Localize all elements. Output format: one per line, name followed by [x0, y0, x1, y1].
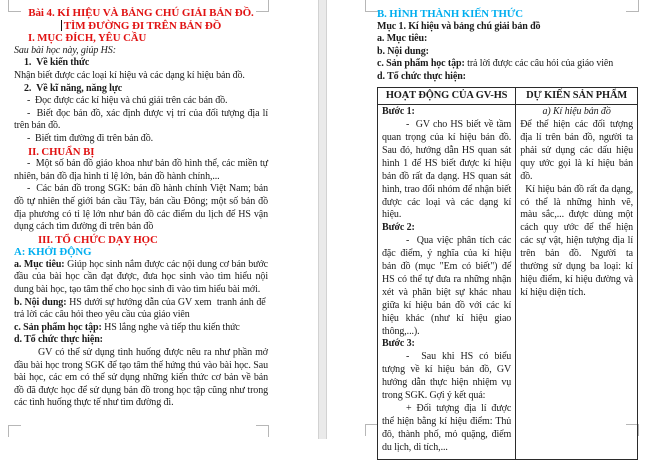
paragraph: - Các bản đồ trong SGK: bản đồ hành chính Việt Nam; bản đồ tự nhiên thế giới bán cầu Tây, bán cầu Đông; một số bản đồ địa phương có tỉ lệ lớn như bản đồ các điểm du lịch để HS vận dụng cách tìm đường đi trên bản đồ: [14, 183, 268, 233]
paragraph: GV có thể sử dụng tình huống được nêu ra như phần mở đầu bài học trong SGK để tạo tâm thế hứng thú vào bài học. Sau bài học, các em có thể sử dụng những kiến thức cơ bản về bản đồ đã được học để sử dụng bản đồ trong học tập cũng như trong các tình huống thực tế như tìm đường đi.: [14, 347, 268, 409]
paragraph: Bước 2:: [382, 222, 415, 234]
section-heading-chuan-bi: II. CHUẨN BỊ: [28, 145, 95, 158]
paragraph: d. Tổ chức thực hiện:: [14, 334, 103, 346]
doc-title-line-1: Bài 4. KÍ HIỆU VÀ BẢNG CHÚ GIẢI BẢN ĐỒ.: [28, 7, 254, 19]
section-heading-khoi-dong: A: KHỞI ĐỘNG: [14, 246, 92, 259]
text-boundary-mark-bottom-left: [8, 425, 21, 437]
paragraph-label: c. Sản phẩm học tập:: [14, 321, 102, 333]
table-cell-activity: [378, 105, 516, 459]
table-header-product: DỰ KIẾN SẢN PHẨM: [516, 87, 638, 105]
section-heading-muc-dich: I. MỤC ĐÍCH, YÊU CẦU: [28, 32, 147, 45]
paragraph: a. Mục tiêu:: [377, 33, 428, 45]
paragraph: b. Nội dung:: [377, 45, 429, 57]
document-page-right: [327, 0, 650, 453]
document-page-left: [0, 0, 318, 439]
paragraph: - Sau khi HS có biểu tượng về kí hiệu bản đồ, GV hướng dẫn thực hiện nhiệm vụ trong SGK. Gợi ý kết quả:: [382, 351, 512, 402]
paragraph-label: b. Nội dung:: [14, 296, 67, 308]
paragraph: - GV cho HS biết về tầm quan trọng của kí hiệu bản đồ. Sau đó, hướng dẫn HS quan sát hình 1 để HS biết được kí hiệu bản đồ rất đa dạng. HS quan sát hình, trao đổi nhóm để nhận biết được các loại và các dạng kí hiệu.: [382, 119, 512, 221]
paragraph-label: a. Mục tiêu:: [14, 258, 65, 270]
paragraph: b. Nội dung: HS dưới sự hướng dẫn của GV xem tranh ảnh để trả lời các câu hỏi theo yêu cầu của giáo viên: [14, 296, 268, 321]
table-body-row: [378, 105, 638, 459]
paragraph: - Một số bản đồ giáo khoa như bản đồ hình thể, các miền tự nhiên, bản đồ địa hình tỉ lệ lớn, bản đồ hành chính,...: [14, 158, 268, 182]
section-heading-to-chuc: III. TỔ CHỨC DẠY HỌC: [38, 233, 158, 246]
paragraph: Bước 1:: [382, 106, 415, 118]
paragraph: - Qua việc phân tích các đặc điểm, ý nghĩa của kí hiệu bản đồ (mục "Em có biết") để HS có thể tự đưa ra những nhận xét và phân biệt sự khác nhau giữa kí hiệu bản đồ với các kí hiệu khác (như kí hiệu giao thông,...).: [382, 235, 512, 337]
paragraph: - Đọc được các kí hiệu và chú giải trên các bản đồ.: [27, 95, 228, 107]
text-boundary-mark-bottom-right: [256, 425, 269, 437]
right-page-text-area[interactable]: [377, 8, 638, 460]
lesson-activity-table: [377, 87, 638, 460]
paragraph-label: c. Sản phẩm học tập:: [377, 58, 465, 70]
right-page-intro: [377, 8, 638, 84]
paragraph: Nhận biết được các loại kí hiệu và các dạng kí hiệu bản đồ.: [14, 69, 245, 81]
paragraph: Mục 1. Kí hiệu và bảng chú giải bản đồ: [377, 20, 541, 32]
paragraph: - Biết tìm đường đi trên bản đồ.: [27, 132, 154, 144]
paragraph: c. Sản phẩm học tập: trả lời được các câu hỏi của giáo viên: [377, 58, 614, 70]
table-cell-product: [516, 105, 638, 459]
paragraph: 1. Về kiến thức: [24, 57, 90, 69]
paragraph: d. Tổ chức thực hiện:: [377, 70, 466, 82]
page-gap: [318, 0, 327, 439]
paragraph: a. Mục tiêu: Giúp học sinh nắm được các nội dung cơ bản bước đầu của bài học cần đạt được, đưa học sinh vào tìm hiểu nội dung bài học, tạo tâm thế cho học sinh đi vào tìm hiểu bài mới.: [14, 258, 268, 296]
left-page-text-area[interactable]: [14, 7, 268, 410]
paragraph: Để thể hiện các đối tượng địa lí trên bản đồ, người ta phải sử dụng các dấu hiệu quy ước gọi là kí hiệu bản đồ.: [520, 119, 633, 182]
section-heading-hinh-thanh: B. HÌNH THÀNH KIẾN THỨC: [377, 8, 523, 20]
paragraph: c. Sản phẩm học tập: HS lắng nghe và tiếp thu kiến thức: [14, 321, 240, 333]
result-heading: a) Kí hiệu bản đồ: [542, 106, 611, 118]
paragraph: Kí hiệu bản đồ rất đa dạng, có thể là những hình vẽ, màu sắc,... được dùng một cách quy ước để thể hiện các sự vật, hiện tượng địa lí trên bản đồ. Người ta thường sử dụng ba loại: kí hiệu điểm, kí hiệu đường và kí hiệu diện tích.: [520, 183, 633, 298]
table-header-row: [378, 87, 638, 105]
doc-title-line-2: TÌM ĐƯỜNG ĐI TRÊN BẢN ĐỒ: [14, 20, 268, 33]
paragraph: Sau bài học này, giúp HS:: [14, 44, 116, 56]
paragraph: - Biết đọc bản đồ, xác định được vị trí của đối tượng địa lí trên bản đồ.: [14, 107, 268, 132]
paragraph: Bước 3:: [382, 338, 415, 350]
table-header-activity: HOẠT ĐỘNG CỦA GV-HS: [378, 87, 516, 105]
paragraph: + Đối tượng địa lí được thể hiện bằng kí hiệu điểm: Thủ đô, thành phố, mỏ quặng, điểm du lịch, di tích,...: [382, 403, 512, 453]
paragraph: 2. Về kĩ năng, năng lực: [24, 82, 123, 94]
text-cursor: [61, 20, 63, 31]
